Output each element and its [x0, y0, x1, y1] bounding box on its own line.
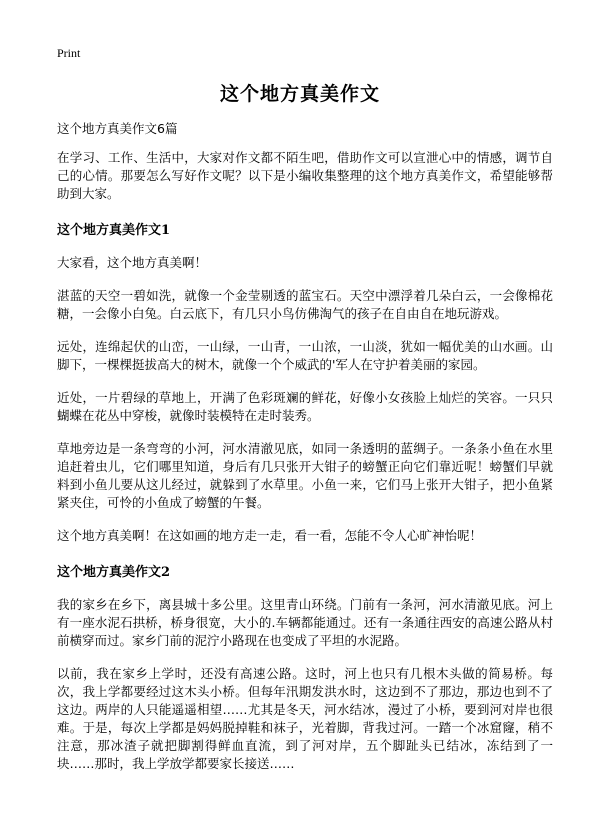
paragraph: 大家看，这个地方真美啊！ [57, 255, 208, 270]
paragraph: 近处，一片碧绿的草地上，开满了色彩斑斓的鲜花，好像小女孩脸上灿烂的笑容。一只只蝴蝶在花丛中穿梭，就像时装模特在走时装秀。 [57, 390, 553, 423]
document-title: 这个地方真美作文 [219, 83, 380, 105]
document-subtitle: 这个地方真美作文6篇 [57, 121, 178, 136]
document-body [57, 120, 553, 788]
paragraph: 这个地方真美啊！在这如画的地方走一走，看一看，怎能不令人心旷神怡呢！ [57, 528, 483, 543]
paragraph: 我的家乡在乡下，离县城十多公里。这里青山环绕。门前有一条河，河水清澈见底。河上有一座水泥石拱桥，桥身很宽，大小的.车辆都能通过。还有一条通往西安的高速公路从村前横穿而过。家乡门前的泥泞小路现在也变成了平坦的水泥路。 [57, 597, 553, 648]
paragraph: 草地旁边是一条弯弯的小河，河水清澈见底，如同一条透明的蓝绸子。一条条小鱼在水里追赶着虫儿，它们哪里知道，身后有几只张开大钳子的螃蟹正向它们靠近呢！螃蟹们早就料到小鱼儿要从这儿经过，就躲到了水草里。小鱼一来，它们马上张开大钳子，把小鱼紧紧夹住，可怜的小鱼成了螃蟹的午餐。 [57, 441, 553, 510]
intro-paragraph: 在学习、工作、生活中，大家对作文都不陌生吧，借助作文可以宣泄心中的情感，调节自己的心情。那要怎么写好作文呢？以下是小编收集整理的这个地方真美作文，希望能够帮助到大家。 [57, 150, 553, 201]
paragraph: 湛蓝的天空一碧如洗，就像一个金莹剔透的蓝宝石。天空中漂浮着几朵白云，一会像棉花糖，一会像小白兔。白云底下，有几只小鸟仿佛淘气的孩子在自由自在地玩游戏。 [57, 288, 553, 321]
print-link[interactable]: Print [57, 46, 81, 60]
section-heading: 这个地方真美作文1 [57, 223, 171, 238]
paragraph: 远处，连绵起伏的山峦，一山绿，一山青，一山浓，一山淡，犹如一幅优美的山水画。山脚下，一棵棵挺拔高大的树木，就像一个个威武的'军人在守护着美丽的家园。 [57, 339, 553, 372]
section-heading: 这个地方真美作文2 [57, 565, 171, 580]
paragraph: 以前，我在家乡上学时，还没有高速公路。这时，河上也只有几根木头做的简易桥。每次，我上学都要经过这木头小桥。但每年汛期发洪水时，这边到不了那边，那边也到不了这边。两岸的人只能遥遥相望……尤其是冬天，河水结冰，漫过了小桥，要到河对岸也很难。于是，每次上学都是妈妈脱掉鞋和袜子，光着脚，背我过河。一踏一个冰窟窿，稍不注意，那冰渣子就把脚割得鲜血直流，到了河对岸，五个脚趾头已结冰，冻结到了一块……那时，我上学放学都要家长接送…… [57, 666, 553, 771]
